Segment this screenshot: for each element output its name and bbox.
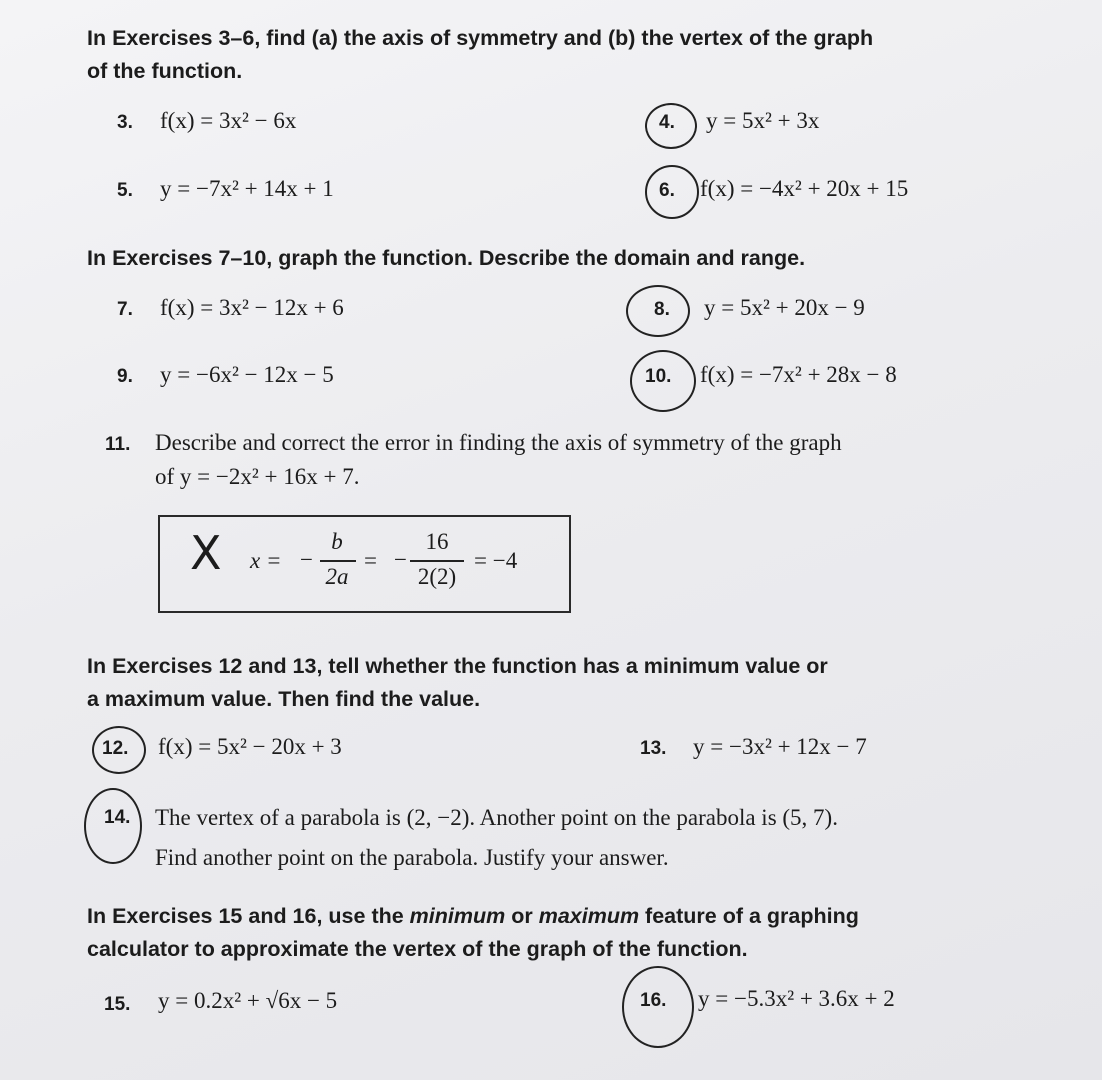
exercise-number-10: 10. — [645, 366, 672, 387]
exercise-11-text-cont: of y = −2x² + 16x + 7. — [155, 464, 360, 489]
section-heading-3-6: In Exercises 3–6, find (a) the axis of symmetry and (b) the vertex of the graph — [87, 26, 874, 50]
exercise-equation-3: f(x) = 3x² − 6x — [160, 108, 297, 133]
exercise-number-4: 4. — [659, 112, 675, 133]
exercise-equation-4: y = 5x² + 3x — [706, 108, 820, 133]
exercise-number-16: 16. — [640, 990, 667, 1011]
exercise-equation-13: y = −3x² + 12x − 7 — [693, 734, 867, 759]
exercise-number-5: 5. — [117, 180, 133, 201]
exercise-number-3: 3. — [117, 112, 133, 133]
exercise-11-text: Describe and correct the error in finding the axis of symmetry of the graph — [155, 430, 842, 455]
exercise-equation-9: y = −6x² − 12x − 5 — [160, 362, 334, 387]
exercise-number-6: 6. — [659, 180, 675, 201]
exercise-equation-5: y = −7x² + 14x + 1 — [160, 176, 334, 201]
exercise-number-8: 8. — [654, 299, 670, 320]
exercise-equation-7: f(x) = 3x² − 12x + 6 — [160, 295, 344, 320]
error-equals-1: = — [364, 548, 377, 573]
exercise-equation-10: f(x) = −7x² + 28x − 8 — [700, 362, 897, 387]
exercise-number-13: 13. — [640, 738, 667, 759]
error-frac1-denominator: 2a — [325, 564, 349, 589]
exercise-number-11: 11. — [105, 434, 131, 455]
error-frac1-bar — [320, 560, 356, 562]
exercise-equation-8: y = 5x² + 20x − 9 — [704, 295, 865, 320]
exercise-equation-6: f(x) = −4x² + 20x + 15 — [700, 176, 909, 201]
exercise-equation-15: y = 0.2x² + √6x − 5 — [158, 988, 338, 1013]
error-result: = −4 — [474, 548, 518, 573]
section-heading-12-13-cont: a maximum value. Then find the value. — [87, 687, 481, 711]
exercise-number-12: 12. — [102, 738, 129, 759]
exercise-14-text: The vertex of a parabola is (2, −2). Another point on the parabola is (5, 7). — [155, 805, 838, 830]
exercise-number-14: 14. — [104, 807, 131, 828]
exercise-number-7: 7. — [117, 299, 133, 320]
error-frac2-numerator: 16 — [425, 529, 449, 554]
error-neg-sign-2: − — [394, 547, 407, 572]
section-heading-7-10: In Exercises 7–10, graph the function. Describe the domain and range. — [87, 246, 806, 270]
section-heading-15-16-cont: calculator to approximate the vertex of the graph of the function. — [87, 937, 748, 961]
error-lhs: x = — [250, 548, 282, 573]
exercise-equation-12: f(x) = 5x² − 20x + 3 — [158, 734, 342, 759]
error-frac2-denominator: 2(2) — [417, 564, 457, 589]
section-heading-12-13: In Exercises 12 and 13, tell whether the function has a minimum value or — [87, 654, 828, 678]
exercise-equation-16: y = −5.3x² + 3.6x + 2 — [698, 986, 895, 1011]
exercise-number-15: 15. — [104, 994, 131, 1015]
error-neg-sign-1: − — [300, 547, 313, 572]
exercise-14-text-cont: Find another point on the parabola. Justify your answer. — [155, 845, 669, 870]
error-x-mark: X — [190, 526, 222, 580]
error-frac2-bar — [410, 560, 464, 562]
section-heading-3-6-cont: of the function. — [87, 59, 243, 83]
exercise-number-9: 9. — [117, 366, 133, 387]
error-frac1-numerator: b — [331, 529, 343, 554]
section-heading-15-16: In Exercises 15 and 16, use the minimum or maximum feature of a graphing — [87, 904, 859, 928]
